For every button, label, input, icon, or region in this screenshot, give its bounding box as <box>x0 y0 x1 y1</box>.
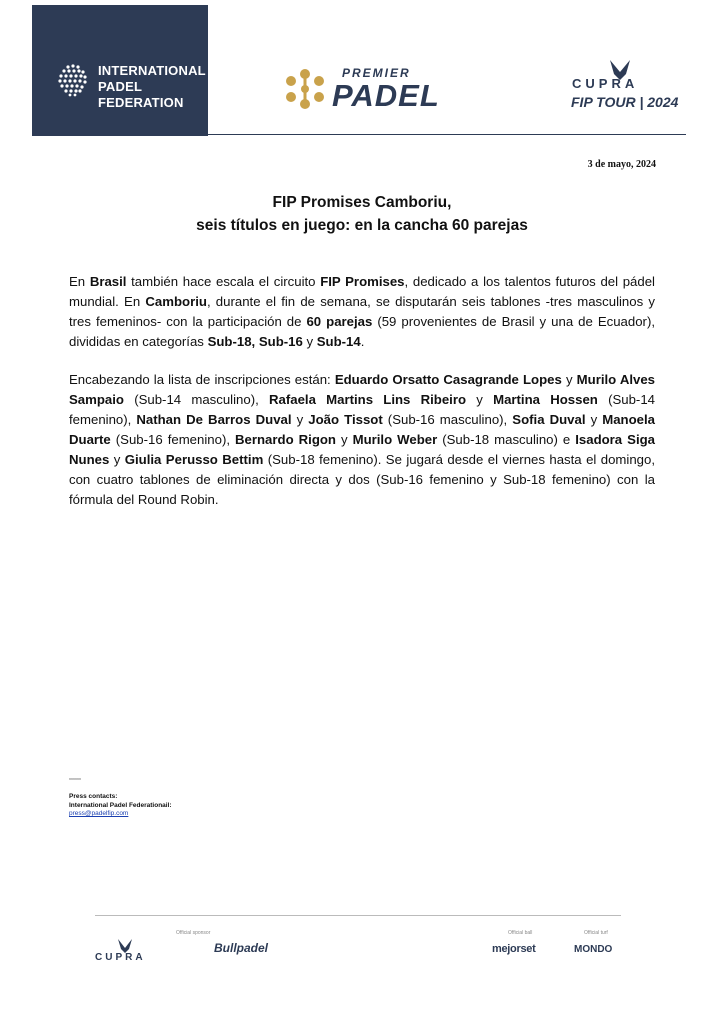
ipf-logo-text <box>98 63 206 111</box>
headline-line-2: seis títulos en juego: en la cancha 60 parejas <box>196 217 528 234</box>
fip-tour-label: FIP TOUR | 2024 <box>571 94 679 110</box>
press-release-date: 3 de mayo, 2024 <box>587 159 656 170</box>
bold-text-run: FIP Promises <box>320 274 405 289</box>
text-run: (Sub-14 masculino), <box>123 392 269 407</box>
bold-text-run: Murilo Weber <box>352 432 438 447</box>
headline-line-1: FIP Promises Camboriu, <box>272 194 452 211</box>
body-paragraph-2 <box>69 370 655 510</box>
bold-text-run: Isadora Siga Nunes <box>69 432 655 467</box>
text-run: y <box>302 334 317 349</box>
bold-text-run: Manoela Duarte <box>69 412 655 447</box>
padel-wordmark: PADEL <box>332 78 440 113</box>
text-run: (Sub-14 femenino), <box>69 392 655 427</box>
body-paragraph-1 <box>69 272 655 352</box>
text-run: Encabezando la lista de inscripciones están: <box>69 372 335 387</box>
bold-text-run: Bernardo Rigon <box>235 432 336 447</box>
text-run: , durante el fin de semana, se disputarán seis tablones -tres masculinos y tres femeninos- con la participación de <box>69 294 655 329</box>
text-run: y <box>291 412 309 427</box>
ipf-line: INTERNATIONAL <box>98 63 206 78</box>
bold-text-run: Rafaela Martins Lins Ribeiro <box>269 392 467 407</box>
bold-text-run: Sub-18, Sub-16 <box>207 334 303 349</box>
bullpadel-logo: Bullpadel <box>214 941 269 955</box>
mondo-logo: MONDO <box>574 944 613 955</box>
text-run: (Sub-18 masculino) e <box>437 432 576 447</box>
contacts-email-link[interactable]: press@padelfip.com <box>69 810 129 817</box>
bold-text-run: Martina Hossen <box>493 392 598 407</box>
bold-text-run: Sofia Duval <box>512 412 586 427</box>
letterhead <box>0 0 724 140</box>
bold-text-run: Eduardo Orsatto Casagrande Lopes <box>334 372 562 387</box>
text-run: y <box>561 372 577 387</box>
premier-padel-star-icon <box>282 66 328 112</box>
cupra-footer-wordmark: CUPRA <box>95 952 146 963</box>
text-run: (Sub-18 femenino). Se jugará desde el viernes hasta el domingo, con cuatro tablones de eliminación directa y dos (Sub-16 femenino y Sub-18 femenino) con la fórmula del Round Robin. <box>69 452 655 507</box>
contacts-org: International Padel Federationail: <box>69 801 172 809</box>
text-run: y <box>585 412 603 427</box>
text-run: también hace escala el circuito <box>126 274 321 289</box>
ipf-line: FEDERATION <box>98 95 184 110</box>
padel-ball-icon <box>54 61 92 99</box>
bold-text-run: Sub-14 <box>316 334 361 349</box>
bold-text-run: 60 parejas <box>306 314 373 329</box>
text-run: (59 provenientes de Brasil y una de Ecuador), divididas en categorías <box>69 314 655 349</box>
text-run: , dedicado a los talentos futuros del pádel mundial. En <box>69 274 655 309</box>
bold-text-run: João Tissot <box>308 412 383 427</box>
premier-wordmark: PREMIER <box>342 66 411 80</box>
text-run: . <box>360 334 365 349</box>
ipf-line: PADEL <box>98 79 143 94</box>
ipf-logo-block <box>32 5 208 136</box>
bold-text-run: Nathan De Barros Duval <box>136 412 292 427</box>
footer-divider <box>95 915 621 916</box>
text-run: y <box>336 432 353 447</box>
sponsor-label: Official turf <box>584 930 608 936</box>
cupra-wordmark: CUPRA <box>572 76 639 91</box>
text-run: y <box>466 392 494 407</box>
bold-text-run: Camboriu <box>145 294 207 309</box>
separator-mark: xxxxxx <box>69 776 81 781</box>
sponsor-label: Official ball <box>508 930 533 936</box>
text-run: En <box>69 274 90 289</box>
text-run: (Sub-16 masculino), <box>382 412 513 427</box>
text-run: (Sub-16 femenino), <box>110 432 236 447</box>
text-run: y <box>109 452 125 467</box>
bold-text-run: Brasil <box>89 274 127 289</box>
header-divider <box>208 134 686 135</box>
bold-text-run: Giulia Perusso Bettim <box>124 452 264 467</box>
press-contacts <box>69 793 172 819</box>
mejorset-logo: mejorset <box>492 943 536 955</box>
bold-text-run: Murilo Alves Sampaio <box>69 372 656 407</box>
contacts-label: Press contacts: <box>69 793 118 800</box>
sponsor-label: Official sponsor <box>176 930 211 936</box>
